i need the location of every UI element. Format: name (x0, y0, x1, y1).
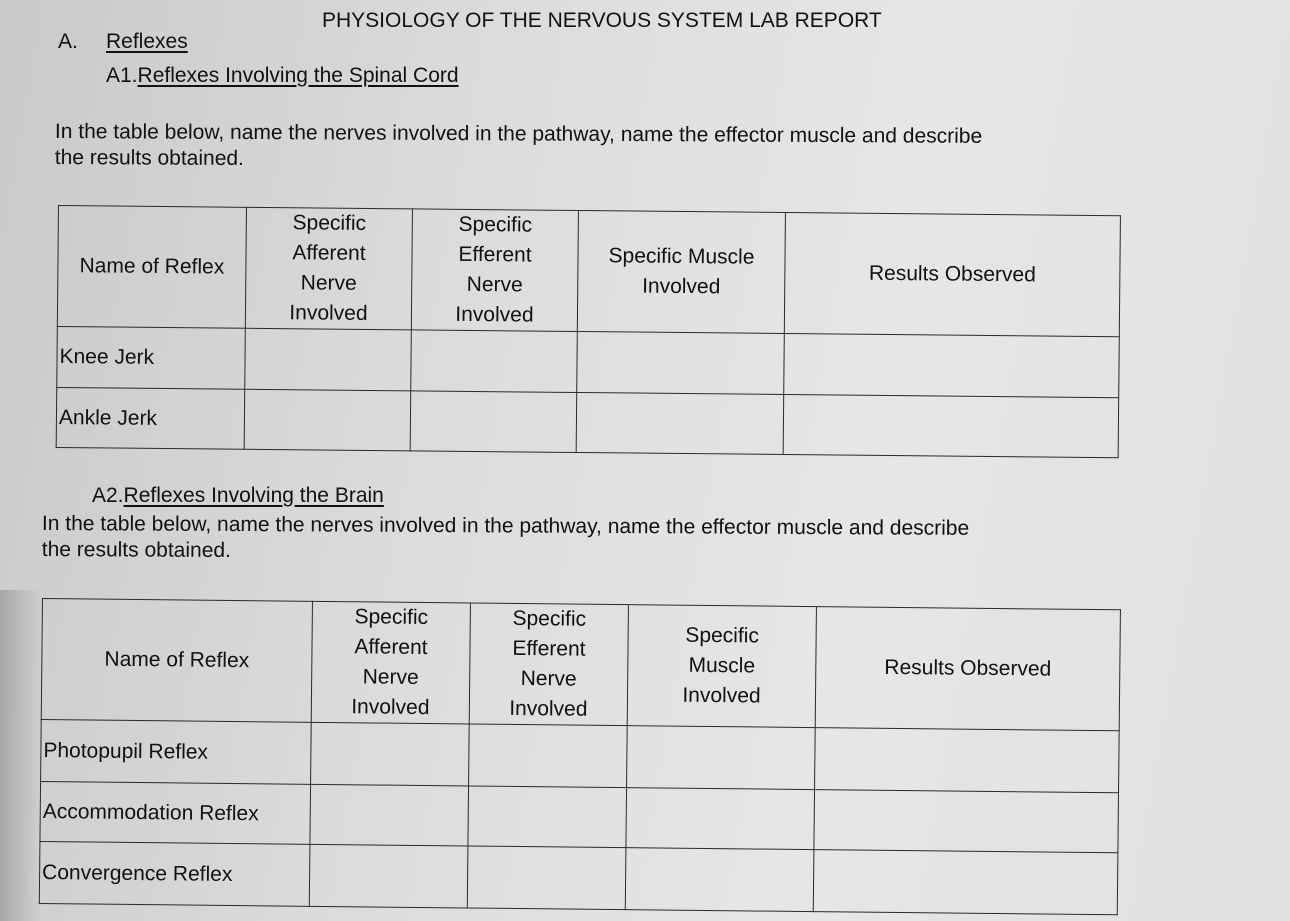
a2-instructions-line1: In the table below, name the nerves involved in the pathway, name the effector muscle and describe (41, 512, 970, 540)
a1-row-name: Knee Jerk (57, 326, 246, 389)
a2-row-name: Convergence Reflex (39, 841, 310, 906)
a1-row-name: Ankle Jerk (56, 387, 245, 449)
a2-cell-muscle[interactable] (627, 726, 816, 790)
page-title: PHYSIOLOGY OF THE NERVOUS SYSTEM LAB REPORT (322, 9, 882, 32)
a2-cell-muscle[interactable] (625, 848, 814, 912)
a2-cell-results[interactable] (815, 728, 1120, 793)
a1-cell-efferent[interactable] (411, 330, 578, 393)
a2-row-name: Accommodation Reflex (40, 781, 311, 844)
a2-cell-efferent[interactable] (468, 786, 627, 848)
a1-number: A1. (106, 64, 138, 87)
a2-cell-muscle[interactable] (626, 788, 815, 850)
a1-header-efferent: Specific Efferent Nerve Involved (411, 209, 578, 332)
table-row (41, 719, 1120, 792)
a2-reflex-table (39, 598, 1121, 915)
table-row (57, 326, 1120, 397)
a1-instructions-line2: the results obtained. (54, 145, 244, 170)
a1-cell-results[interactable] (784, 333, 1120, 397)
a2-cell-afferent[interactable] (309, 844, 468, 908)
a2-header-afferent: Specific Afferent Nerve Involved (311, 601, 470, 724)
a2-header-muscle: Specific Muscle Involved (627, 605, 816, 728)
a2-header-row (41, 599, 1120, 731)
a1-cell-afferent[interactable] (245, 328, 412, 391)
a1-heading-group (106, 65, 459, 86)
a2-cell-efferent[interactable] (467, 846, 626, 910)
a1-header-afferent: Specific Afferent Nerve Involved (245, 207, 412, 330)
table-row (40, 781, 1119, 852)
a2-instructions-line2: the results obtained. (41, 537, 231, 562)
table-row (39, 841, 1118, 914)
page-edge-shadow (0, 590, 40, 921)
a2-cell-efferent[interactable] (469, 724, 628, 788)
a2-heading-group (92, 485, 384, 506)
a1-header-row (57, 206, 1120, 337)
a2-header-results: Results Observed (815, 607, 1120, 731)
a2-number: A2. (92, 484, 124, 507)
section-heading: Reflexes (106, 30, 188, 53)
section-letter: A. (58, 30, 78, 53)
a2-header-name: Name of Reflex (41, 599, 312, 723)
a2-cell-afferent[interactable] (311, 722, 470, 786)
a1-reflex-table (56, 205, 1121, 458)
a1-cell-afferent[interactable] (244, 389, 411, 451)
a1-cell-efferent[interactable] (410, 391, 577, 453)
a1-cell-results[interactable] (783, 394, 1119, 457)
a2-instructions (42, 511, 970, 568)
a1-header-muscle: Specific Muscle Involved (577, 210, 785, 333)
a2-cell-results[interactable] (813, 850, 1118, 915)
a2-heading: Reflexes Involving the Brain (123, 484, 384, 507)
a1-cell-muscle[interactable] (577, 331, 785, 394)
a2-header-efferent: Specific Efferent Nerve Involved (469, 603, 628, 726)
a1-cell-muscle[interactable] (576, 392, 784, 454)
a1-heading: Reflexes Involving the Spinal Cord (137, 64, 459, 87)
a1-instructions-line1: In the table below, name the nerves involved in the pathway, name the effector muscle and describe (54, 119, 983, 148)
a2-cell-results[interactable] (814, 790, 1119, 853)
a2-row-name: Photopupil Reflex (41, 719, 312, 784)
a1-instructions (55, 119, 983, 176)
a1-header-name: Name of Reflex (57, 206, 246, 329)
table-row (56, 387, 1119, 457)
a2-cell-afferent[interactable] (310, 784, 469, 846)
a1-header-results: Results Observed (784, 212, 1120, 336)
